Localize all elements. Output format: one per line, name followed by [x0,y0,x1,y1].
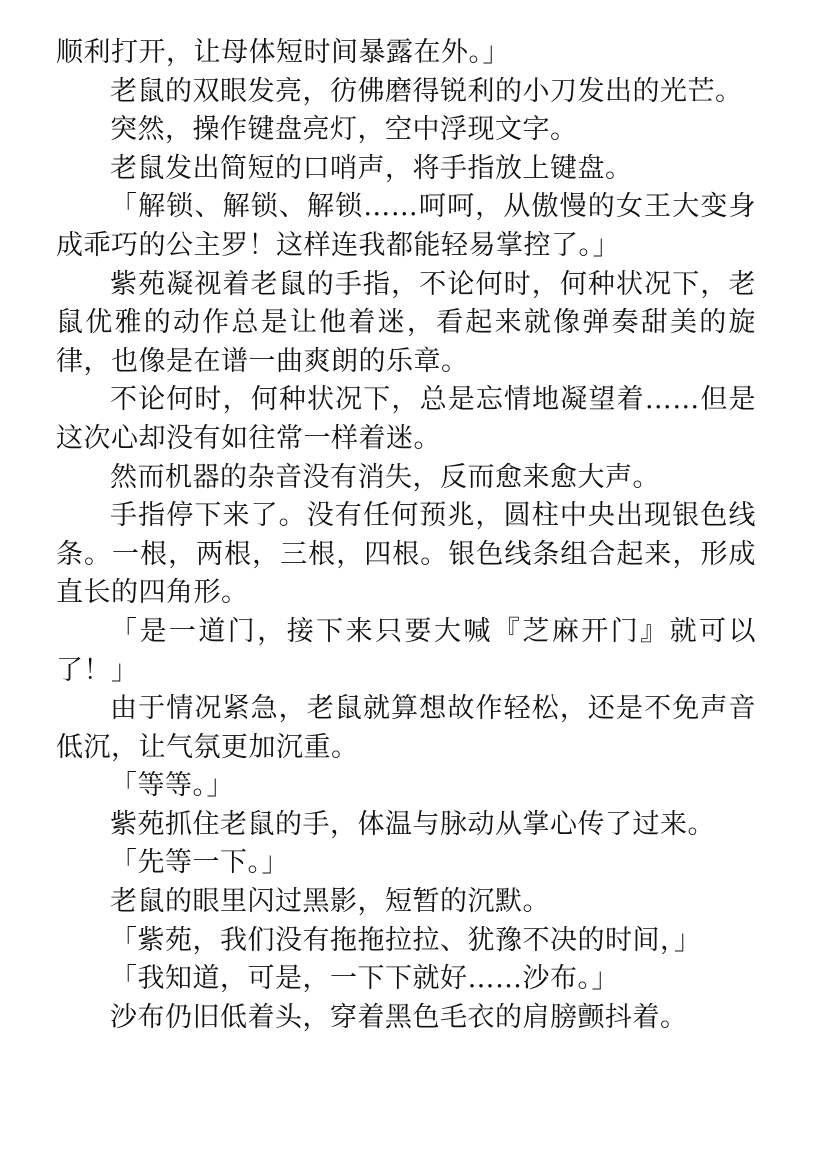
paragraph-8: 然而机器的杂音没有消失，反而愈来愈大声。 [110,461,660,493]
paragraph-10: 「是一道门，接下来只要大喊『芝麻开门』就可以了！」 [56,615,756,686]
paragraph-11: 由于情况紧急，老鼠就算想故作轻松，还是不免声音低沉，让气氛更加沉重。 [56,693,756,763]
paragraph-4: 老鼠发出简短的口哨声，将手指放上键盘。 [110,152,633,184]
paragraph-13: 紫苑抓住老鼠的手，体温与脉动从掌心传了过来。 [110,808,715,840]
paragraph-3: 突然，操作键盘亮灯，空中浮现文字。 [110,114,578,146]
paragraph-18: 沙布仍旧低着头，穿着黑色毛衣的肩膀颤抖着。 [110,1001,688,1033]
page-body [56,34,756,1037]
paragraph-5: 「解锁、解锁、解锁……呵呵，从傲慢的女王大变身成乖巧的公主罗！这样连我都能轻易掌控了。」 [56,191,756,261]
paragraph-17: 「我知道，可是，一下下就好……沙布。」 [110,963,619,995]
paragraph-14: 「先等一下。」 [110,847,289,879]
paragraph-12: 「等等。」 [110,770,234,802]
paragraph-7: 不论何时，何种状况下，总是忘情地凝望着……但是这次心却没有如往常一样着迷。 [56,384,756,454]
paragraph-15: 老鼠的眼里闪过黑影，短暂的沉默。 [110,886,550,918]
paragraph-9: 手指停下来了。没有任何预兆，圆柱中央出现银色线条。一根，两根，三根，四根。银色线条组合起来，形成直长的四角形。 [56,500,756,609]
paragraph-16: 「紫苑，我们没有拖拖拉拉、犹豫不决的时间，」 [110,924,702,956]
paragraph-6: 紫苑凝视着老鼠的手指，不论何时，何种状况下，老鼠优雅的动作总是让他着迷，看起来就像弹奏甜美的旋律，也像是在谱一曲爽朗的乐章。 [56,268,756,377]
paragraph-2: 老鼠的双眼发亮，彷佛磨得锐利的小刀发出的光芒。 [110,75,743,107]
paragraph-1: 顺利打开，让母体短时间暴露在外。」 [56,37,510,68]
